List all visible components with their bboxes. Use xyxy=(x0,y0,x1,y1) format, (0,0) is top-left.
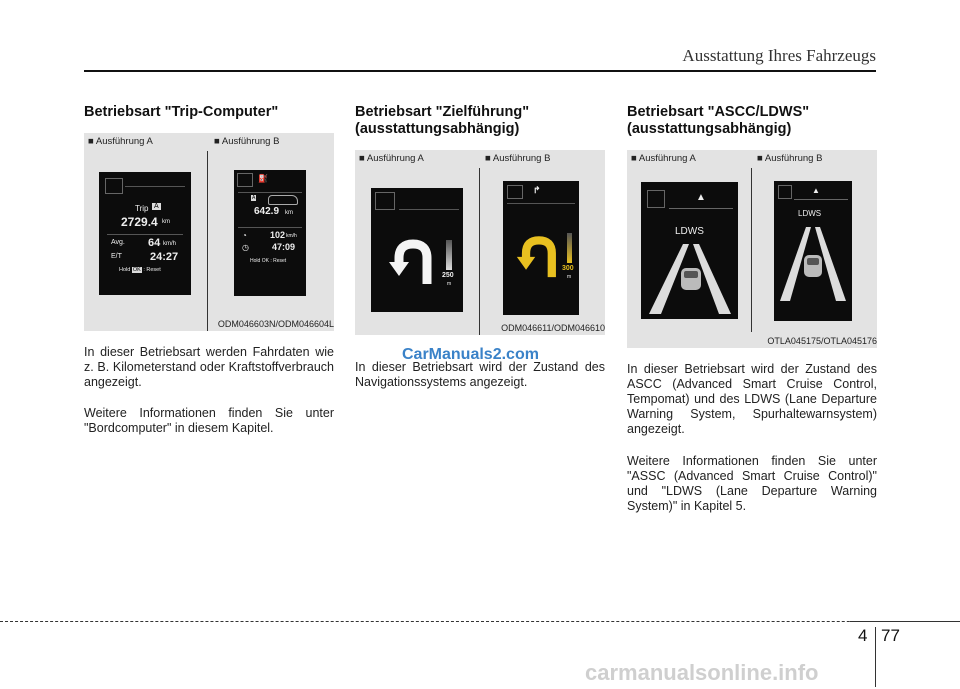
page-number: 77 xyxy=(881,626,900,645)
cluster-screen-b xyxy=(234,170,306,296)
time-value: 47:09 xyxy=(272,242,296,252)
mode-icon xyxy=(105,178,123,194)
paragraph: In dieser Betriebsart werden Fahrdaten wie z. B. Kilometerstand oder Kraftstoffverbrauch angezeigt. xyxy=(84,345,334,389)
section-title: Betriebsart "Trip-Computer" xyxy=(84,104,279,120)
variant-b-label: ■ Ausführung B xyxy=(485,153,551,164)
paragraph: Weitere Informationen finden Sie unter "Bordcomputer" in diesem Kapitel. xyxy=(84,406,334,435)
trip-badge: A xyxy=(154,203,159,210)
ldws-screen-a xyxy=(641,182,738,319)
reset-label: : Reset xyxy=(143,267,161,273)
figure-divider xyxy=(479,168,480,335)
lane-icon: ▲ xyxy=(812,186,820,195)
paragraph: In dieser Betriebsart wird der Zustand des Navigationssystems angezeigt. xyxy=(355,360,605,389)
variant-a-label: ■ Ausführung A xyxy=(359,153,424,164)
et-label: E/T xyxy=(111,253,122,260)
page-number-separator xyxy=(875,627,876,687)
figure-divider xyxy=(751,168,752,332)
u-turn-arrow-icon xyxy=(515,233,561,279)
figure-navigation xyxy=(355,150,605,335)
section-subtitle: (ausstattungsabhängig) xyxy=(627,121,792,137)
ok-key: OK xyxy=(261,258,269,264)
screen-rule xyxy=(107,234,183,235)
avg-value: 64 xyxy=(148,237,161,249)
lane-graphic xyxy=(780,227,846,301)
mode-icon xyxy=(778,185,792,199)
watermark-text: carmanualsonline.info xyxy=(585,660,819,685)
fuel-icon: ⛽ xyxy=(258,174,268,183)
screen-rule xyxy=(399,209,459,210)
speed-unit: km/h xyxy=(286,233,297,239)
clock-icon: ◷ xyxy=(242,243,249,252)
distance-value: 300 xyxy=(562,265,574,272)
ok-key: OK xyxy=(132,267,141,273)
figure-trip-computer xyxy=(84,133,334,331)
hold-reset-hint xyxy=(119,267,161,273)
chapter-number: 4 xyxy=(858,626,868,645)
avg-unit: km/h xyxy=(163,241,177,247)
speed-icon: ◔ xyxy=(242,231,247,240)
distance-bar xyxy=(446,240,452,270)
variant-b-label: ■ Ausführung B xyxy=(214,136,280,147)
cluster-screen-a xyxy=(99,172,191,295)
avg-label: Avg. xyxy=(111,239,125,246)
turn-right-icon: ↱ xyxy=(533,185,541,195)
hold-label: Hold xyxy=(119,267,131,273)
nav-screen-b xyxy=(503,181,579,315)
section-title: Betriebsart "ASCC/LDWS" xyxy=(627,104,810,120)
figure-code: OTLA045175/OTLA045176 xyxy=(767,336,877,346)
hold-reset-hint xyxy=(250,258,286,264)
mode-icon xyxy=(237,173,253,187)
trip-distance-unit: km xyxy=(162,219,170,225)
paragraph: In dieser Betriebsart wird der Zustand des ASCC (Advanced Smart Cruise Control, Tempomat) und des LDWS (Lane Departure Warning System, Spurhaltewarnsystem) angezeigt. xyxy=(627,362,877,436)
distance-bar xyxy=(567,233,572,263)
running-header: Ausstattung Ihres Fahrzeugs xyxy=(682,46,876,65)
screen-rule xyxy=(238,227,302,228)
footer-rule xyxy=(0,621,960,622)
section-title: Betriebsart "Zielführung" xyxy=(355,104,530,120)
screen-rule xyxy=(125,186,185,187)
figure-code: ODM046611/ODM046610 xyxy=(501,323,605,333)
distance-value: 250 xyxy=(442,272,454,279)
mode-icon xyxy=(375,192,395,210)
trip-badge: A xyxy=(252,195,256,201)
variant-a-label: ■ Ausführung A xyxy=(631,153,696,164)
et-value: 24:27 xyxy=(150,251,179,263)
speed-value: 102 xyxy=(270,230,286,240)
screen-rule xyxy=(238,192,302,193)
figure-code: ODM046603N/ODM046604L xyxy=(217,319,334,329)
distance-unit: m xyxy=(567,274,572,280)
figure-ascc-ldws xyxy=(627,150,877,348)
trip-distance: 642.9 xyxy=(254,206,280,217)
mode-icon xyxy=(647,190,665,208)
footer-rule-solid xyxy=(850,621,960,622)
distance-unit: m xyxy=(447,281,452,287)
car-icon xyxy=(268,195,298,205)
screen-rule xyxy=(669,208,733,209)
nav-screen-a xyxy=(371,188,463,312)
section-subtitle: (ausstattungsabhängig) xyxy=(355,121,520,137)
lane-icon: ▲ xyxy=(696,192,706,203)
trip-distance-unit: km xyxy=(285,210,293,216)
paragraph: Weitere Informationen finden Sie unter "ASSC (Advanced Smart Cruise Control)" und "LDWS (Lane Departure Warning System)" in Kapitel 5. xyxy=(627,454,877,513)
trip-distance: 2729.4 xyxy=(121,215,158,229)
lane-graphic xyxy=(649,244,731,314)
ldws-screen-b xyxy=(774,181,852,321)
variant-a-label: ■ Ausführung A xyxy=(88,136,153,147)
trip-label: Trip xyxy=(135,204,149,213)
reset-label: : Reset xyxy=(270,258,287,264)
screen-rule xyxy=(794,199,848,200)
ldws-label: LDWS xyxy=(798,209,822,218)
watermark-link[interactable]: CarManuals2.com xyxy=(402,346,539,363)
figure-divider xyxy=(207,151,208,331)
screen-rule xyxy=(507,203,575,204)
hold-label: Hold xyxy=(250,258,261,264)
variant-b-label: ■ Ausführung B xyxy=(757,153,823,164)
u-turn-arrow-icon xyxy=(387,236,437,286)
header-rule xyxy=(84,70,876,72)
mode-icon xyxy=(507,185,523,199)
ldws-label: LDWS xyxy=(675,226,704,237)
